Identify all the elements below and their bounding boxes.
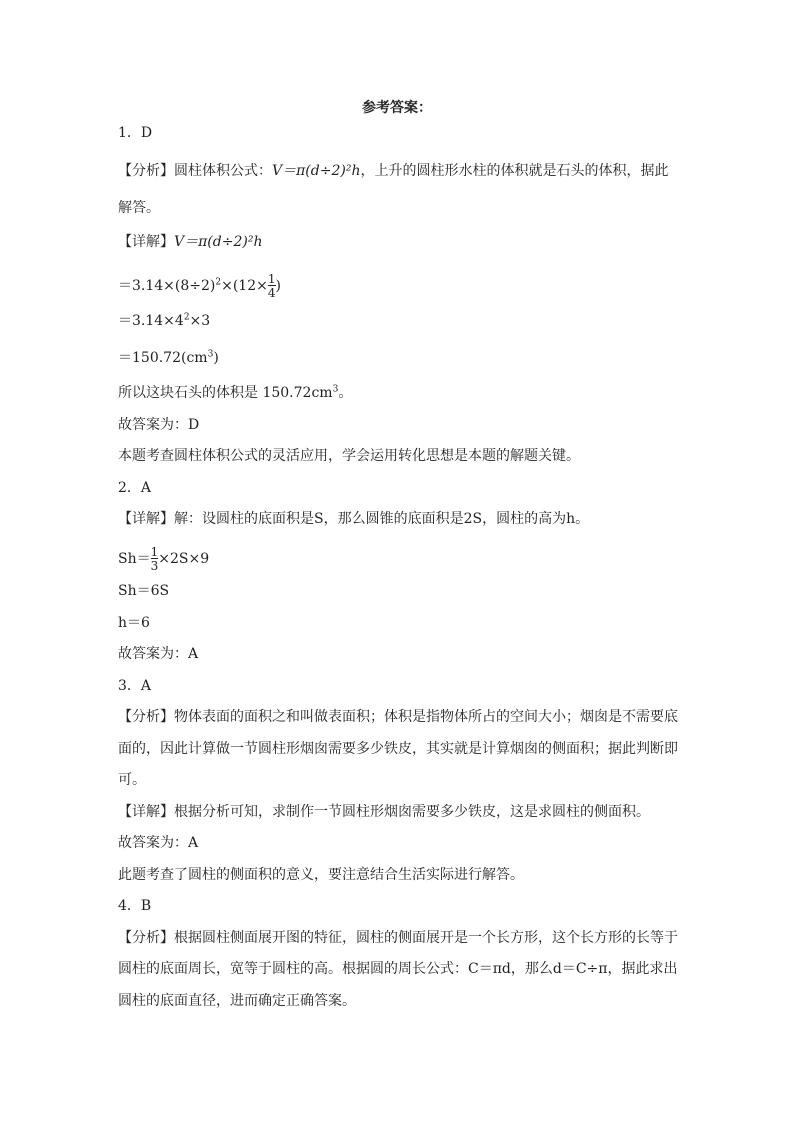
q1-step3: $=150.72(cm^3)$ (118, 349, 219, 366)
q2-eq2: Sh＝6S (118, 583, 170, 599)
q1-detail (118, 233, 262, 251)
q1-summary: 本题考查圆柱体积公式的灵活应用，学会运用转化思想是本题的解题关键。 (118, 448, 580, 464)
q3-analysis: 【分析】物体表面的面积之和叫做表面积；体积是指物体所占的空间大小；烟囱是不需要底 (118, 709, 678, 725)
detail-label: 【详解】 (118, 234, 174, 250)
detail-label: 【详解】 (118, 804, 174, 820)
q4-number: 4．B (118, 898, 152, 914)
q2-eq3: h＝6 (118, 615, 150, 631)
q3-detail: 【详解】根据分析可知，求制作一节圆柱形烟囱需要多少铁皮，这是求圆柱的侧面积。 (118, 804, 650, 820)
q3-number: 3．A (118, 678, 152, 694)
q1-step2: $=3.14\times 4^2\times 3$ (118, 312, 211, 329)
q3-analysis-line3: 可。 (118, 772, 146, 788)
q3-analysis-line2: 面的，因此计算做一节圆柱形烟囱需要多少铁皮，其实就是计算烟囱的侧面积；据此判断即 (118, 741, 678, 757)
q4-analysis-line2: 圆柱的底面周长，宽等于圆柱的高。根据圆的周长公式：C＝πd，那么d＝C÷π，据此求出 (118, 961, 678, 977)
analysis-label: 【分析】 (118, 930, 174, 946)
page-title: 参考答案： (362, 100, 432, 116)
q3-answer: 故答案为：A (118, 835, 199, 851)
q2-number: 2．A (118, 480, 152, 496)
volume-formula: V＝π(d÷2)²h (272, 163, 361, 179)
detail-label: 【详解】 (118, 511, 174, 527)
q1-answer: 故答案为：D (118, 417, 200, 433)
q4-analysis-line3: 圆柱的底面直径，进而确定正确答案。 (118, 993, 356, 1009)
fraction-one-third: $\frac{1}{3}$ (150, 545, 159, 573)
q2-detail: 【详解】解：设圆柱的底面积是S，那么圆锥的底面积是2S，圆柱的高为h。 (118, 511, 590, 527)
q2-eq1: Sh＝ $\frac{1}{3}$ ×2S×9 (118, 545, 210, 573)
q1-conclusion: 所以这块石头的体积是 $150.72cm^3$。 (118, 384, 353, 401)
analysis-label: 【分析】 (118, 709, 174, 725)
q3-summary: 此题考查了圆柱的侧面积的意义，要注意结合生活实际进行解答。 (118, 867, 524, 883)
q1-number: 1．D (118, 125, 153, 141)
q1-analysis: 【分析】圆柱体积公式：V＝π(d÷2)²h，上升的圆柱形水柱的体积就是石头的体积，据此 (118, 163, 669, 179)
q1-step1: $=3.14\times(8\div 2)^2\times(12\times$ $\frac{1}{4}$ ) (118, 272, 281, 300)
analysis-label: 【分析】 (118, 163, 174, 179)
q1-analysis-line2: 解答。 (118, 200, 160, 216)
fraction-one-quarter: $\frac{1}{4}$ (267, 272, 276, 300)
q2-answer: 故答案为：A (118, 646, 199, 662)
q4-analysis: 【分析】根据圆柱侧面展开图的特征，圆柱的侧面展开是一个长方形，这个长方形的长等于 (118, 930, 678, 946)
volume-formula-detail: V＝π(d÷2)²h (174, 234, 263, 250)
